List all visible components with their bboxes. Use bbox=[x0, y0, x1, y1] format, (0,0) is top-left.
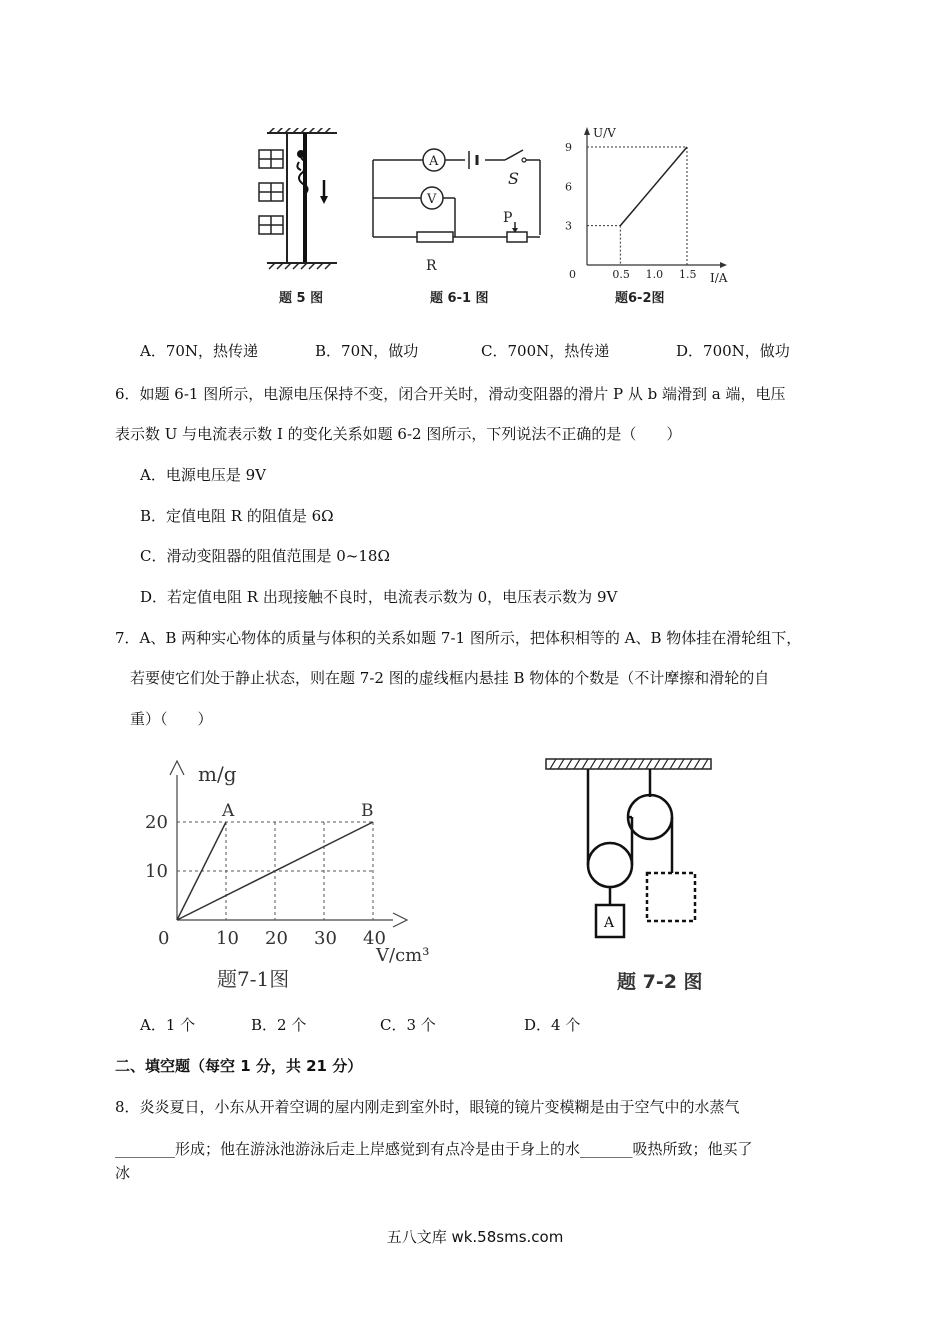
fixed-pulley-icon bbox=[628, 795, 672, 839]
y-tick-label: 9 bbox=[565, 141, 572, 154]
q6-option-b: B．定值电阻 R 的阻值是 6Ω bbox=[140, 507, 334, 525]
resistor-icon bbox=[417, 232, 453, 242]
movable-pulley-icon bbox=[588, 843, 632, 887]
figure-7-2-caption: 题 7-2 图 bbox=[617, 971, 703, 993]
q5-option-b: B．70N，做功 bbox=[315, 342, 419, 360]
section-2-heading: 二、填空题（每空 1 分，共 21 分） bbox=[115, 1057, 363, 1075]
q8-line-2: ________形成；他在游泳池游泳后走上岸感觉到有点冷是由于身上的水_______吸热所致；他买了 bbox=[115, 1140, 753, 1158]
voltmeter-label: V bbox=[427, 192, 437, 207]
q6-option-a: A．电源电压是 9V bbox=[140, 466, 266, 484]
x-tick-label: 40 bbox=[363, 928, 386, 949]
series-line bbox=[620, 147, 687, 226]
figure-6-2-chart bbox=[555, 125, 740, 285]
q5-option-c: C．700N，热传递 bbox=[481, 342, 610, 360]
figure-5-caption: 题 5 图 bbox=[279, 291, 324, 306]
figure-7-1-chart bbox=[140, 755, 440, 995]
rheostat-icon bbox=[507, 232, 527, 242]
x-axis-label: I/A bbox=[710, 271, 728, 285]
x-tick-label: 30 bbox=[314, 928, 337, 949]
switch-label: S bbox=[508, 169, 519, 188]
figure-5-climber bbox=[255, 128, 355, 273]
x-tick-label: 10 bbox=[216, 928, 239, 949]
q7-line-1: 7．A、B 两种实心物体的质量与体积的关系如题 7-1 图所示，把体积相等的 A、B 物体挂在滑轮组下， bbox=[115, 629, 802, 647]
figure-7-2-pulley bbox=[540, 755, 720, 945]
block-a-label: A bbox=[604, 915, 615, 931]
origin-label: 0 bbox=[158, 928, 170, 949]
q5-option-d: D．700N，做功 bbox=[676, 342, 790, 360]
series-label-a: A bbox=[222, 801, 235, 821]
q8-line-3: 冰 bbox=[115, 1164, 131, 1182]
y-tick-label: 10 bbox=[145, 861, 168, 882]
footer-watermark: 五八文库 wk.58sms.com bbox=[386, 1228, 564, 1246]
q6-line-2: 表示数 U 与电流表示数 I 的变化关系如题 6-2 图所示，下列说法不正确的是（ ） bbox=[115, 425, 682, 443]
q7-option-b: B．2 个 bbox=[251, 1016, 307, 1034]
dashed-box bbox=[647, 873, 695, 921]
figure-6-2-caption: 题6-2图 bbox=[615, 291, 665, 306]
x-tick-label: 1.5 bbox=[679, 268, 697, 281]
y-axis-label: U/V bbox=[593, 126, 616, 140]
q7-line-2: 若要使它们处于静止状态，则在题 7-2 图的虚线框内悬挂 B 物体的个数是（不计摩擦和滑轮的自 bbox=[130, 669, 770, 687]
resistor-label: R bbox=[426, 258, 437, 274]
q5-option-a: A．70N，热传递 bbox=[140, 342, 259, 360]
q6-line-1: 6．如题 6-1 图所示，电源电压保持不变，闭合开关时，滑动变阻器的滑片 P 从 b 端滑到 a 端，电压 bbox=[115, 385, 786, 403]
q6-option-c: C．滑动变阻器的阻值范围是 0~18Ω bbox=[140, 547, 390, 565]
q7-option-c: C．3 个 bbox=[380, 1016, 436, 1034]
q7-line-3: 重）（ ） bbox=[130, 710, 213, 728]
y-tick-label: 6 bbox=[565, 180, 572, 194]
x-tick-label: 20 bbox=[265, 928, 288, 949]
figure-6-1-circuit bbox=[365, 140, 550, 280]
q8-line-1: 8．炎炎夏日，小东从开着空调的屋内刚走到室外时，眼镜的镜片变模糊是由于空气中的水蒸气 bbox=[115, 1098, 740, 1116]
figure-6-1-caption: 题 6-1 图 bbox=[430, 291, 489, 306]
q7-option-d: D．4 个 bbox=[524, 1016, 581, 1034]
y-tick-label: 20 bbox=[145, 812, 168, 833]
series-label-b: B bbox=[361, 801, 374, 821]
ammeter-label: A bbox=[429, 154, 439, 169]
x-axis-label: V/cm³ bbox=[376, 945, 430, 966]
q6-option-d: D．若定值电阻 R 出现接触不良时，电流表示数为 0，电压表示数为 9V bbox=[140, 588, 618, 606]
y-axis-label: m/g bbox=[198, 762, 237, 786]
figure-7-1-caption: 题7-1图 bbox=[217, 967, 290, 991]
slider-label: P bbox=[503, 210, 513, 226]
q7-option-a: A．1 个 bbox=[140, 1016, 196, 1034]
x-tick-label: 0.5 bbox=[612, 268, 630, 281]
y-tick-label: 3 bbox=[565, 219, 572, 233]
origin-label: 0 bbox=[569, 268, 576, 281]
x-tick-label: 1.0 bbox=[645, 268, 664, 281]
